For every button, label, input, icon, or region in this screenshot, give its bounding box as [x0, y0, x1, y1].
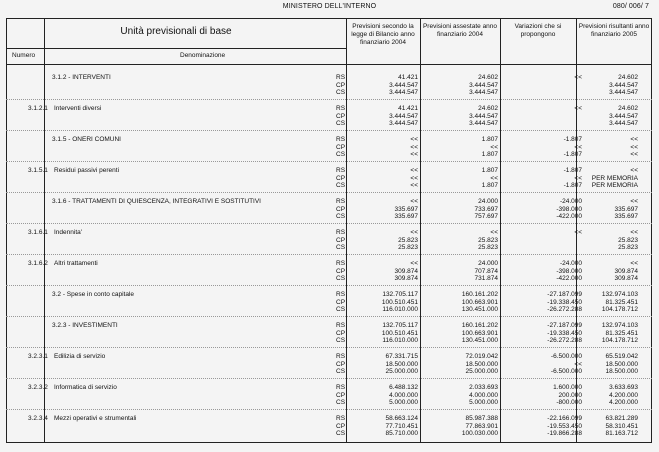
cell-value: 3.444.547	[609, 89, 638, 97]
row-type: CP	[336, 205, 346, 213]
row-separator	[6, 130, 652, 131]
cell-value: 116.010.000	[382, 306, 418, 314]
cell-value: 3.444.547	[389, 89, 418, 97]
cell-value: 41.421	[398, 105, 418, 112]
page-reference: 080/ 006/ 7	[612, 3, 649, 10]
row-c1	[338, 384, 418, 407]
row-type: RS	[336, 291, 346, 298]
cell-value: 25.823	[478, 236, 498, 244]
row-type: RS	[336, 167, 346, 174]
cell-value	[502, 82, 582, 90]
cell-value: 100.663.901	[461, 329, 498, 337]
cell-value: 200.000	[558, 391, 582, 399]
cell-value: 24.602	[618, 74, 638, 81]
row-name: 3.2.3 - INVESTIMENTI	[52, 322, 118, 329]
cell-value	[502, 89, 582, 97]
cell-value: 85.710.000	[385, 430, 418, 438]
cell-value: -1.807	[563, 167, 582, 174]
cell-value: 63.821.289	[605, 415, 638, 422]
cell-value: 1.807	[481, 167, 498, 174]
cell-value: <<	[574, 229, 582, 236]
cell-value: 160.161.202	[461, 291, 498, 298]
cell-value: 116.010.000	[382, 337, 418, 345]
cell-value: <<	[574, 143, 582, 151]
row-type: CS	[336, 306, 346, 314]
row-type: RS	[336, 322, 346, 329]
row-separator	[6, 254, 652, 255]
cell-value: PER MEMORIA	[591, 182, 638, 190]
cell-value: <<	[410, 198, 418, 205]
row-name: Edilizia di servizio	[54, 353, 106, 360]
cell-value: 24.602	[618, 105, 638, 112]
cell-value: 77.710.451	[385, 422, 418, 430]
row-code: 3.2.3.4	[28, 415, 48, 422]
cell-value: 3.444.547	[609, 120, 638, 128]
row-type: RS	[336, 353, 346, 360]
table-row	[6, 349, 652, 379]
row-separator	[6, 316, 652, 317]
row-c4	[582, 353, 638, 376]
cell-value: <<	[630, 151, 638, 159]
row-name: Mezzi operativi e strumentali	[54, 415, 137, 422]
cell-value: 335.697	[614, 205, 638, 213]
cell-value: 707.874	[474, 267, 498, 275]
cell-value: 24.602	[478, 105, 498, 112]
cell-value: 100.663.901	[461, 298, 498, 306]
row-name: Residui passivi perenti	[54, 167, 120, 174]
cell-value: <<	[630, 167, 638, 174]
row-name: Informatica di servizio	[54, 384, 117, 391]
cell-value: <<	[630, 143, 638, 151]
row-code: 3.1.5.1	[28, 167, 48, 174]
row-type: RS	[336, 384, 346, 391]
row-separator	[6, 285, 652, 286]
row-c3	[502, 291, 582, 314]
cell-value: 335.697	[614, 213, 638, 221]
row-name: 3.1.5 - ONERI COMUNI	[52, 136, 121, 143]
cell-value: -22.166.099	[547, 415, 582, 422]
row-c1	[338, 415, 418, 438]
cell-value: 733.697	[474, 205, 498, 213]
cell-value: -1.807	[563, 136, 582, 143]
row-c4	[582, 260, 638, 283]
cell-value: 130.451.000	[461, 306, 498, 314]
cell-value: 100.510.451	[381, 329, 418, 337]
cell-value: 18.500.000	[465, 360, 498, 368]
cell-value	[502, 237, 582, 245]
cell-value: <<	[574, 360, 582, 368]
col3-header: Variazioni che si propongono	[514, 23, 562, 38]
cell-value: 3.444.547	[389, 81, 418, 89]
row-type: RS	[336, 229, 346, 236]
row-type: CS	[336, 151, 346, 159]
cell-value: <<	[410, 229, 418, 236]
cell-value: 25.000.000	[465, 368, 498, 376]
row-type: CP	[336, 360, 346, 368]
table-row	[6, 225, 652, 255]
cell-value: 3.444.547	[609, 81, 638, 89]
row-c2	[418, 322, 498, 345]
cell-value: 3.444.547	[469, 112, 498, 120]
row-c2	[418, 260, 498, 283]
row-type: CS	[336, 430, 346, 438]
table-row	[6, 101, 652, 131]
table-row	[6, 318, 652, 348]
row-separator	[6, 192, 652, 193]
row-type: RS	[336, 415, 346, 422]
row-c3	[502, 105, 582, 128]
row-name: Indennita'	[54, 229, 82, 236]
cell-value: -19.338.450	[547, 298, 582, 306]
cell-value: 757.697	[474, 213, 498, 221]
table-row	[6, 256, 652, 286]
cell-value: 81.163.712	[605, 430, 638, 438]
row-c2	[418, 136, 498, 159]
row-c1	[338, 229, 418, 252]
row-c4	[582, 105, 638, 128]
row-type: CP	[336, 329, 346, 337]
row-type: CS	[336, 213, 346, 221]
denominazione-header: Denominazione	[180, 52, 226, 59]
row-c2	[418, 105, 498, 128]
row-c1	[338, 198, 418, 221]
row-c2	[418, 291, 498, 314]
row-c4	[582, 229, 638, 252]
row-type: CP	[336, 143, 346, 151]
row-name: 3.1.6 - TRATTAMENTI DI QUIESCENZA, INTEGRATIVI E SOSTITUTIVI	[52, 198, 261, 205]
cell-value: 3.444.547	[469, 89, 498, 97]
table-row	[6, 70, 652, 100]
cell-value: <<	[410, 167, 418, 174]
cell-value	[502, 244, 582, 252]
row-c2	[418, 384, 498, 407]
cell-value: -1.807	[563, 182, 582, 190]
row-c2	[418, 167, 498, 190]
cell-value: 104.178.712	[601, 306, 638, 314]
row-c1	[338, 167, 418, 190]
col2-header: Previsioni assestate anno finanziario 2004	[422, 23, 498, 38]
ministry-header: MINISTERO DELL'INTERNO	[282, 3, 377, 10]
row-c3	[502, 260, 582, 283]
cell-value: 4.000.000	[389, 391, 418, 399]
cell-value: -422.000	[556, 213, 582, 221]
cell-value: <<	[410, 136, 418, 143]
row-type: RS	[336, 136, 346, 143]
cell-value: -1.807	[563, 151, 582, 159]
row-type: RS	[336, 74, 346, 81]
cell-value: 58.310.451	[605, 422, 638, 430]
cell-value: 4.200.000	[609, 391, 638, 399]
row-type: CS	[336, 120, 346, 128]
numero-header: Numero	[12, 52, 36, 59]
row-type: CS	[336, 337, 346, 345]
cell-value: 5.000.000	[389, 399, 418, 407]
cell-value: 100.510.451	[381, 298, 418, 306]
row-c4	[582, 198, 638, 221]
cell-value: <<	[490, 174, 498, 182]
row-type: CP	[336, 236, 346, 244]
cell-value: <<	[630, 260, 638, 267]
row-name: 3.1.2 - INTERVENTI	[52, 74, 111, 81]
cell-value: 309.874	[614, 275, 638, 283]
cell-value: 58.663.124	[385, 415, 418, 422]
cell-value: 309.874	[394, 275, 418, 283]
cell-value	[502, 113, 582, 121]
cell-value: <<	[410, 182, 418, 190]
cell-value: <<	[574, 105, 582, 112]
row-separator	[6, 378, 652, 379]
cell-value: 81.325.451	[605, 298, 638, 306]
cell-value: <<	[410, 174, 418, 182]
cell-value: 67.331.715	[385, 353, 418, 360]
table-row	[6, 287, 652, 317]
cell-value: 3.444.547	[389, 120, 418, 128]
row-type: RS	[336, 198, 346, 205]
row-code: 3.1.2.1	[28, 105, 48, 112]
row-code: 3.1.6.1	[28, 229, 48, 236]
cell-value: 3.444.547	[469, 120, 498, 128]
row-c3	[502, 167, 582, 190]
cell-value: 4.000.000	[469, 391, 498, 399]
cell-value: 3.633.693	[609, 384, 638, 391]
table-row	[6, 380, 652, 410]
cell-value: -27.187.099	[547, 322, 582, 329]
cell-value: -398.000	[556, 267, 582, 275]
cell-value	[502, 120, 582, 128]
row-separator	[6, 223, 652, 224]
cell-value: -27.187.099	[547, 291, 582, 298]
cell-value: <<	[574, 174, 582, 182]
row-type: CP	[336, 422, 346, 430]
header-divider	[6, 48, 346, 49]
cell-value: -24.000	[559, 260, 582, 267]
row-c3	[502, 198, 582, 221]
row-type: CP	[336, 174, 346, 182]
row-separator	[6, 161, 652, 162]
row-c4	[582, 384, 638, 407]
row-c3	[502, 322, 582, 345]
cell-value: -19.553.450	[547, 422, 582, 430]
cell-value: 3.444.547	[609, 112, 638, 120]
row-c2	[418, 198, 498, 221]
row-type: CS	[336, 182, 346, 190]
cell-value: 4.200.000	[609, 399, 638, 407]
cell-value: -6.500.000	[550, 353, 582, 360]
cell-value: <<	[574, 74, 582, 81]
cell-value: 1.807	[481, 151, 498, 159]
cell-value: 132.705.117	[382, 322, 418, 329]
cell-value: 18.500.000	[605, 368, 638, 376]
row-type: CP	[336, 391, 346, 399]
row-code: 3.2.3.2	[28, 384, 48, 391]
cell-value: 24.000	[478, 260, 498, 267]
cell-value: 6.488.132	[389, 384, 418, 391]
col4-header: Previsioni risultanti anno finanziario 2005	[578, 23, 650, 38]
cell-value: <<	[410, 151, 418, 159]
cell-value: -422.000	[556, 275, 582, 283]
cell-value: 335.697	[394, 213, 418, 221]
row-type: RS	[336, 105, 346, 112]
table-row	[6, 163, 652, 193]
cell-value: 731.874	[474, 275, 498, 283]
row-type: CP	[336, 267, 346, 275]
cell-value: <<	[410, 143, 418, 151]
cell-value: 1.807	[481, 136, 498, 143]
cell-value: 72.019.042	[465, 353, 498, 360]
cell-value: 309.874	[614, 267, 638, 275]
row-name: 3.2 - Spese in conto capitale	[52, 291, 135, 298]
unita-title: Unità previsionali di base	[120, 26, 232, 37]
cell-value: 335.697	[394, 205, 418, 213]
row-c3	[502, 229, 582, 252]
cell-value: -24.000	[559, 198, 582, 205]
row-c3	[502, 384, 582, 407]
cell-value: -6.500.000	[550, 368, 582, 376]
row-name: Interventi diversi	[54, 105, 102, 112]
cell-value: -800.000	[556, 399, 582, 407]
row-code: 3.2.3.1	[28, 353, 48, 360]
cell-value: 1.807	[481, 182, 498, 190]
row-c1	[338, 291, 418, 314]
row-type: CS	[336, 275, 346, 283]
row-type: CP	[336, 81, 346, 89]
row-c2	[418, 353, 498, 376]
row-c4	[582, 415, 638, 438]
cell-value: 25.000.000	[385, 368, 418, 376]
cell-value: PER MEMORIA	[591, 174, 638, 182]
cell-value: -26.272.288	[547, 306, 582, 314]
cell-value: 3.444.547	[469, 81, 498, 89]
row-separator	[6, 99, 652, 100]
cell-value: 132.974.103	[601, 291, 638, 298]
cell-value: 309.874	[394, 267, 418, 275]
row-name: Altri trattamenti	[54, 260, 98, 267]
cell-value: 77.863.901	[465, 422, 498, 430]
cell-value: 41.421	[398, 74, 418, 81]
row-c1	[338, 105, 418, 128]
row-c2	[418, 229, 498, 252]
cell-value: 100.030.000	[461, 430, 498, 438]
row-c4	[582, 74, 638, 97]
cell-value: <<	[410, 260, 418, 267]
row-c3	[502, 353, 582, 376]
cell-value: 81.325.451	[605, 329, 638, 337]
row-c4	[582, 291, 638, 314]
row-c1	[338, 136, 418, 159]
cell-value: 18.500.000	[605, 360, 638, 368]
cell-value: 65.519.042	[605, 353, 638, 360]
table-row	[6, 194, 652, 224]
cell-value: 5.000.000	[469, 399, 498, 407]
cell-value: 1.600.000	[553, 384, 582, 391]
row-c1	[338, 260, 418, 283]
row-c4	[582, 167, 638, 190]
row-c4	[582, 322, 638, 345]
cell-value: -19.866.288	[547, 430, 582, 438]
row-type: CP	[336, 112, 346, 120]
cell-value: 85.987.388	[465, 415, 498, 422]
row-type: CP	[336, 298, 346, 306]
row-type: CS	[336, 399, 346, 407]
row-type: RS	[336, 260, 346, 267]
cell-value: <<	[490, 229, 498, 236]
cell-value: 160.161.202	[461, 322, 498, 329]
table-row	[6, 411, 652, 441]
cell-value: 25.823	[398, 236, 418, 244]
row-code: 3.1.6.2	[28, 260, 48, 267]
row-c1	[338, 322, 418, 345]
cell-value: 24.602	[478, 74, 498, 81]
cell-value: 25.823	[478, 244, 498, 252]
row-separator	[6, 409, 652, 410]
cell-value: 24.000	[478, 198, 498, 205]
row-type: CS	[336, 244, 346, 252]
row-c3	[502, 415, 582, 438]
cell-value: <<	[630, 229, 638, 236]
cell-value: 104.178.712	[601, 337, 638, 345]
cell-value: <<	[630, 198, 638, 205]
col1-header: Previsioni secondo la legge di Bilancio anno finanziario 2004	[351, 23, 415, 46]
table-row	[6, 132, 652, 162]
cell-value: 25.823	[618, 244, 638, 252]
row-type: CS	[336, 368, 346, 376]
row-c1	[338, 74, 418, 97]
cell-value: 130.451.000	[461, 337, 498, 345]
cell-value: -19.338.450	[547, 329, 582, 337]
cell-value: 132.705.117	[382, 291, 418, 298]
cell-value: 25.823	[398, 244, 418, 252]
row-c2	[418, 415, 498, 438]
cell-value: <<	[490, 143, 498, 151]
cell-value: 2.033.693	[469, 384, 498, 391]
row-c1	[338, 353, 418, 376]
cell-value: 18.500.000	[385, 360, 418, 368]
cell-value: <<	[630, 136, 638, 143]
cell-value: 3.444.547	[389, 112, 418, 120]
row-type: CS	[336, 89, 346, 97]
cell-value: 132.974.103	[601, 322, 638, 329]
row-c4	[582, 136, 638, 159]
row-c2	[418, 74, 498, 97]
cell-value: -398.000	[556, 205, 582, 213]
row-c3	[502, 74, 582, 97]
cell-value: 25.823	[618, 236, 638, 244]
row-c3	[502, 136, 582, 159]
cell-value: -26.272.288	[547, 337, 582, 345]
row-separator	[6, 347, 652, 348]
header-bottom-rule	[6, 64, 652, 65]
